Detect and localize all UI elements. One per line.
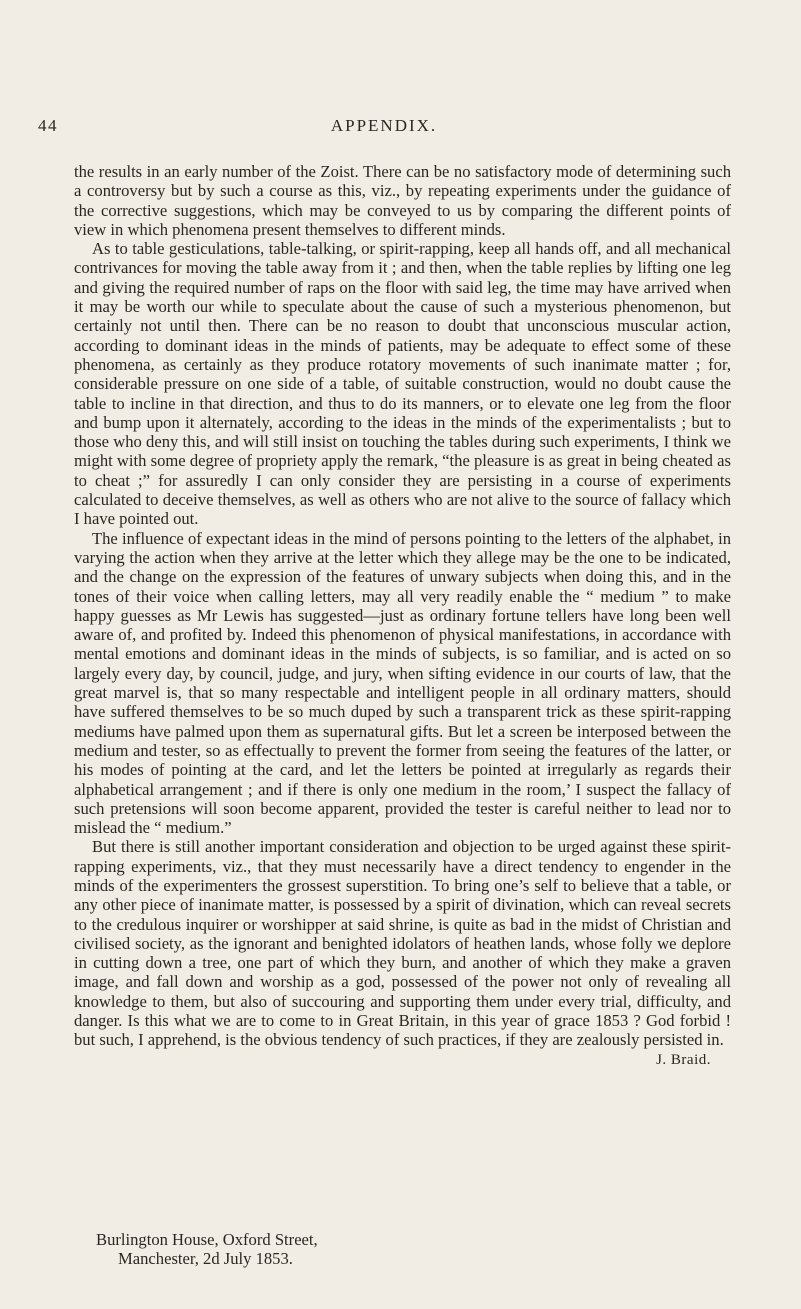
running-title: APPENDIX. [330, 116, 438, 135]
address-line-2: Manchester, 2d July 1853. [118, 1249, 293, 1269]
paragraph-expectant-ideas: The influence of expectant ideas in the mind of persons pointing to the letters of the alphabet, in varying the action when they arrive at the letter which they allege may be the one to be indicated, and the change on the expression of the features of unwary subjects when doing this, and in the tones of their voice when calling letters, may all very readily enable the “ medium ” to make happy guesses as Mr Lewis has suggested—just as ordinary fortune tellers have long been well aware of, and profited by. Indeed this phenomenon of physical manifestations, in accordance with mental emotions and dominant ideas in the minds of subjects, is so familiar, and is acted on so largely every day, by council, judge, and jury, when sifting evidence in our courts of law, that the great marvel is, that so many respectable and intelligent people in all ordinary matters, should have suffered themselves to be so much duped by such a transparent trick as these spirit-rapping mediums have palmed upon them as supernatural gifts. But let a screen be interposed between the medium and tester, so as effectually to prevent the former from seeing the features of the latter, or his modes of pointing at the card, and let the letters be pointed at irregularly as regards their alphabetical arrangement ; and if there is only one medium in the room,’ I suspect the fallacy of such pretensions will soon become apparent, provided the tester is careful neither to lead nor to mislead the “ medium.” [74, 528, 731, 838]
body-text [74, 162, 731, 1070]
paragraph-superstition: But there is still another important consideration and objection to be urged against these spirit-rapping experiments, viz., that they must necessarily have a direct tendency to engender in the minds of the experimenters the grossest superstition. To bring one’s self to believe that a table, or any other piece of inanimate matter, is possessed by a spirit of divination, which can reveal secrets to the credulous inquirer or worshipper at said shrine, is quite as bad in the midst of Christian and civilised society, as the ignorant and benighted idolators of heathen lands, whose folly we deplore in cutting down a tree, one part of which they burn, and another of which they make a graven image, and fall down and worship as a god, possessed of the power not only of revealing all knowledge to them, but also of succouring and supporting them under every trial, difficulty, and danger. Is this what we are to come to in Great Britain, in this year of grace 1853 ? God forbid ! but such, I apprehend, is the obvious tendency of such practices, if they are zealously persisted in. [74, 837, 731, 1050]
letter-address [96, 1230, 496, 1269]
page-header [38, 116, 730, 136]
signature: J. Braid. [656, 1051, 711, 1068]
address-line-1: Burlington House, Oxford Street, [96, 1230, 318, 1249]
page-number: 44 [38, 116, 58, 135]
paragraph-table-gesticulations: As to table gesticulations, table-talking, or spirit-rapping, keep all hands off, and all mechanical contrivances for moving the table away from it ; and then, when the table replies by lifting one leg and giving the required number of raps on the floor with said leg, the time may have arrived when it may be worth our while to speculate about the cause of such a mysterious phenomenon, but certainly not until then. There can be no reason to doubt that unconscious muscular action, according to dominant ideas in the minds of patients, may be adequate to effect some of these phenomena, as certainly as they produce rotatory movements of such inanimate matter ; for, considerable pressure on one side of a table, of suitable construction, would no doubt cause the table to incline in that direction, and thus to do its manners, or to elevate one leg from the floor and bump upon it alternately, according to the ideas in the minds of the experimentalists ; but to those who deny this, and will still insist on touching the tables during such experiments, I think we might with some degree of propriety apply the remark, “the pleasure is as great in being cheated as to cheat ;” for assuredly I can only consider they are persisting in a course of experiments calculated to deceive themselves, as well as others who are not alive to the source of fallacy which I have pointed out. [74, 239, 731, 529]
paragraph-continued: the results in an early number of the Zoist. There can be no satisfactory mode of determining such a controversy but by such a course as this, viz., by repeating experiments under the guidance of the corrective suggestions, which may be conveyed to us by comparing the different points of view in which phenomena present themselves to different minds. [74, 162, 731, 239]
